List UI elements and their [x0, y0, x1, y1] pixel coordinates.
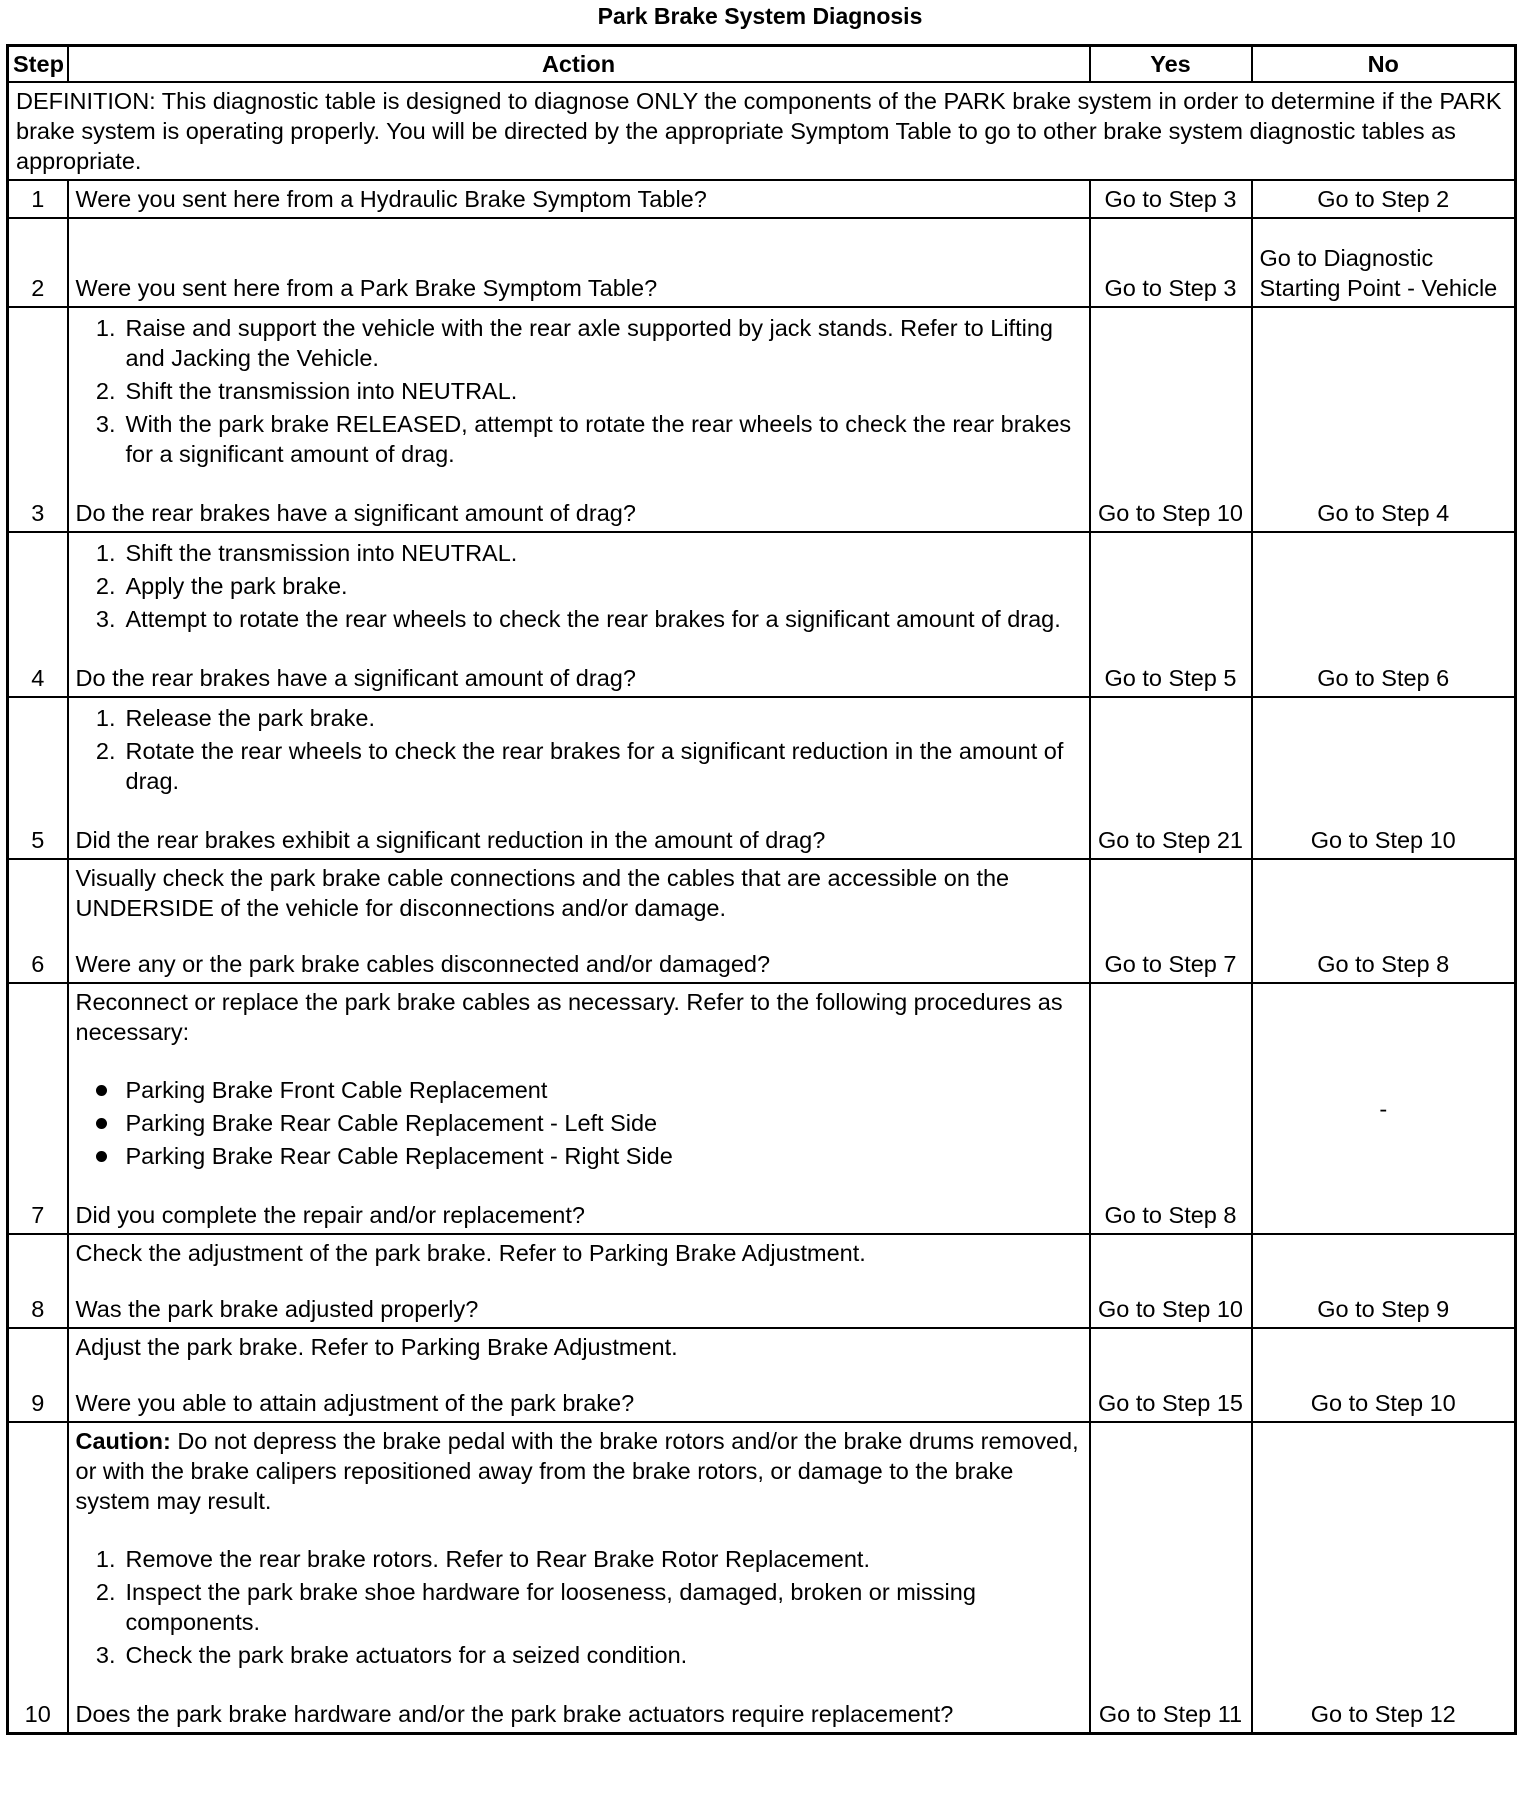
step-number: 2 [8, 218, 68, 307]
table-row [8, 1234, 1516, 1328]
table-row [8, 307, 1516, 532]
table-row [8, 180, 1516, 218]
procedure-step: With the park brake RELEASED, attempt to rotate the rear wheels to check the rear brakes for a significant amount of drag. [125, 411, 1072, 467]
no-result: Go to Diagnostic Starting Point - Vehicle [1252, 218, 1516, 307]
caution-note [76, 1426, 1082, 1516]
bullet-item: Parking Brake Rear Cable Replacement - Right Side [90, 1141, 1082, 1171]
no-result: Go to Step 6 [1252, 532, 1516, 697]
procedure-list [76, 538, 1082, 634]
table-row [8, 983, 1516, 1234]
yes-result: Go to Step 10 [1090, 307, 1252, 532]
action-question: Was the park brake adjusted properly? [75, 1296, 479, 1322]
yes-result: Go to Step 15 [1090, 1328, 1252, 1422]
no-result: Go to Step 8 [1252, 859, 1516, 983]
procedure-step: Rotate the rear wheels to check the rear brakes for a significant reduction in the amount of drag. [125, 738, 1064, 794]
bullet-item: Parking Brake Front Cable Replacement [90, 1075, 1082, 1105]
procedure-bullet-list [76, 1075, 1082, 1171]
procedure-list [76, 1544, 1082, 1670]
procedure-step: Attempt to rotate the rear wheels to check the rear brakes for a significant amount of drag. [125, 606, 1061, 632]
yes-result: Go to Step 11 [1090, 1422, 1252, 1734]
page-title: Park Brake System Diagnosis [597, 3, 923, 29]
step-number: 7 [8, 983, 68, 1234]
procedure-list [76, 313, 1082, 469]
step-number: 5 [8, 697, 68, 859]
action-question: Does the park brake hardware and/or the park brake actuators require replacement? [75, 1701, 954, 1727]
table-row [8, 1422, 1516, 1734]
yes-result: Go to Step 5 [1090, 532, 1252, 697]
procedure-step: Inspect the park brake shoe hardware for looseness, damaged, broken or missing components. [125, 1579, 976, 1635]
header-yes: Yes [1090, 46, 1252, 83]
procedure-step: Apply the park brake. [125, 573, 348, 599]
action-cell [68, 697, 1090, 859]
action-cell [68, 859, 1090, 983]
action-question: Were you sent here from a Hydraulic Brake Symptom Table? [68, 180, 1090, 218]
action-cell [68, 307, 1090, 532]
caution-label: Caution: [75, 1428, 171, 1454]
caution-text: Do not depress the brake pedal with the brake rotors and/or the brake drums removed, or with the brake calipers repositioned away from the brake rotors, or damage to the brake system may result. [75, 1428, 1079, 1514]
yes-result: Go to Step 3 [1090, 218, 1252, 307]
action-question: Did you complete the repair and/or replacement? [75, 1202, 585, 1228]
table-row [8, 532, 1516, 697]
header-step: Step [8, 46, 68, 83]
action-cell [68, 532, 1090, 697]
procedure-step: Raise and support the vehicle with the rear axle supported by jack stands. Refer to Lifting and Jacking the Vehicle. [125, 315, 1053, 371]
action-cell [68, 1422, 1090, 1734]
step-number: 9 [8, 1328, 68, 1422]
bullet-item: Parking Brake Rear Cable Replacement - Left Side [90, 1108, 1082, 1138]
procedure-step: Release the park brake. [125, 705, 376, 731]
action-question: Were you sent here from a Park Brake Symptom Table? [68, 218, 1090, 307]
procedure-step: Remove the rear brake rotors. Refer to Rear Brake Rotor Replacement. [125, 1546, 870, 1572]
table-row [8, 1328, 1516, 1422]
yes-result: Go to Step 8 [1090, 983, 1252, 1234]
yes-result: Go to Step 10 [1090, 1234, 1252, 1328]
no-result: Go to Step 10 [1252, 697, 1516, 859]
step-number: 1 [8, 180, 68, 218]
table-row [8, 697, 1516, 859]
step-number: 6 [8, 859, 68, 983]
yes-result: Go to Step 7 [1090, 859, 1252, 983]
procedure-list [76, 703, 1082, 796]
header-action: Action [68, 46, 1090, 83]
no-result: Go to Step 2 [1252, 180, 1516, 218]
action-cell [68, 1328, 1090, 1422]
procedure-step: Shift the transmission into NEUTRAL. [125, 540, 518, 566]
action-intro: Adjust the park brake. Refer to Parking Brake Adjustment. [75, 1334, 678, 1360]
header-row [8, 46, 1516, 83]
yes-result: Go to Step 3 [1090, 180, 1252, 218]
no-result: - [1252, 983, 1516, 1234]
definition-row [8, 82, 1516, 180]
step-number: 8 [8, 1234, 68, 1328]
definition-text: DEFINITION: This diagnostic table is designed to diagnose ONLY the components of the PARK brake system in order to determine if the PARK brake system is operating properly. You will be directed by the appropriate Symptom Table to go to other brake system diagnostic tables as appropriate. [8, 82, 1516, 180]
table-row [8, 859, 1516, 983]
action-question: Did the rear brakes exhibit a significant reduction in the amount of drag? [75, 827, 826, 853]
action-intro: Visually check the park brake cable connections and the cables that are accessible on the UNDERSIDE of the vehicle for disconnections and/or damage. [75, 865, 1010, 921]
step-number: 10 [8, 1422, 68, 1734]
no-result: Go to Step 9 [1252, 1234, 1516, 1328]
action-question: Do the rear brakes have a significant amount of drag? [75, 665, 636, 691]
step-number: 3 [8, 307, 68, 532]
diagnosis-table [6, 44, 1517, 1735]
action-question: Do the rear brakes have a significant amount of drag? [75, 500, 636, 526]
no-result: Go to Step 12 [1252, 1422, 1516, 1734]
yes-result: Go to Step 21 [1090, 697, 1252, 859]
action-intro: Reconnect or replace the park brake cables as necessary. Refer to the following procedures as necessary: [75, 989, 1063, 1045]
procedure-step: Check the park brake actuators for a seized condition. [125, 1642, 688, 1668]
table-row [8, 218, 1516, 307]
no-result: Go to Step 4 [1252, 307, 1516, 532]
no-result: Go to Step 10 [1252, 1328, 1516, 1422]
action-question: Were any or the park brake cables disconnected and/or damaged? [75, 951, 771, 977]
action-cell [68, 983, 1090, 1234]
step-number: 4 [8, 532, 68, 697]
header-no: No [1252, 46, 1516, 83]
procedure-step: Shift the transmission into NEUTRAL. [125, 378, 518, 404]
action-intro: Check the adjustment of the park brake. Refer to Parking Brake Adjustment. [75, 1240, 866, 1266]
action-question: Were you able to attain adjustment of the park brake? [75, 1390, 635, 1416]
action-cell [68, 1234, 1090, 1328]
